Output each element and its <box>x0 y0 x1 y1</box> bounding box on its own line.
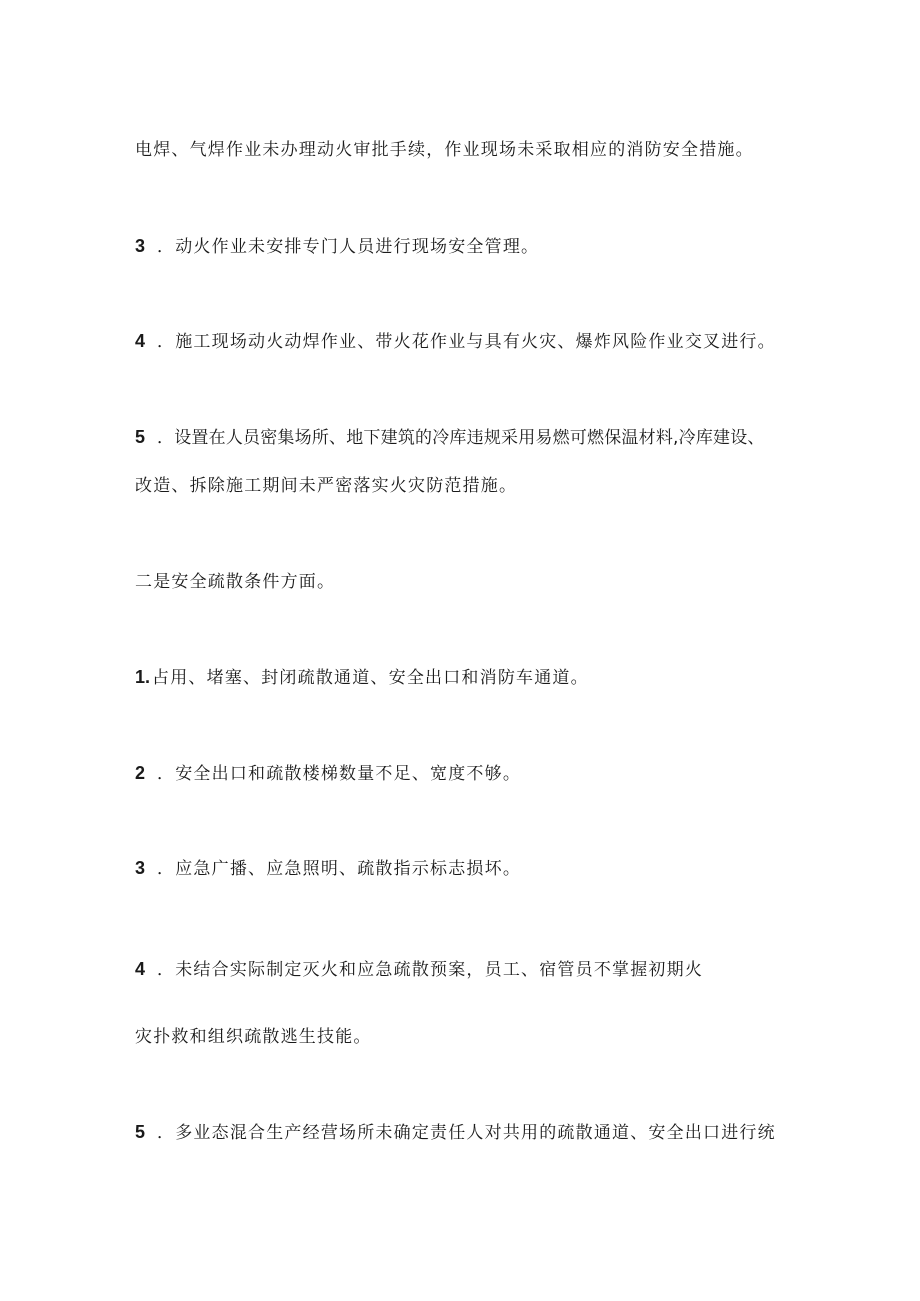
paragraph-text: ．未结合实际制定灭火和应急疏散预案，员工、宿管员不掌握初期火 <box>157 960 704 980</box>
paragraph-text: ．动火作业未安排专门人员进行现场安全管理。 <box>157 237 540 257</box>
item-number: 3 <box>135 858 146 878</box>
item-number: 1. <box>135 667 151 687</box>
item-number: 3 <box>135 236 146 256</box>
item-number: 4 <box>135 331 146 351</box>
paragraph-text: 改造、拆除施工期间未严密落实火灾防范措施。 <box>135 476 518 496</box>
item-number: 5 <box>135 1122 146 1142</box>
section-heading-evacuation <box>135 570 335 594</box>
paragraph-item-5-shared-exits <box>135 1120 776 1145</box>
paragraph-text: ．应急广播、应急照明、疏散指示标志损坏。 <box>157 859 522 879</box>
paragraph-item-1-blocked-exits <box>135 665 589 690</box>
item-number: 5 <box>135 427 146 447</box>
paragraph-text: ．设置在人员密集场所、地下建筑的冷库违规采用易燃可燃保温材料,冷库建设、 <box>157 428 765 448</box>
paragraph-text: ．安全出口和疏散楼梯数量不足、宽度不够。 <box>157 764 522 784</box>
paragraph-text: 电焊、气焊作业未办理动火审批手续，作业现场未采取相应的消防安全措施。 <box>135 140 754 160</box>
paragraph-item-4-emergency-plan <box>135 957 703 982</box>
paragraph-item-3-emergency-signs <box>135 856 521 881</box>
paragraph-text: 二是安全疏散条件方面。 <box>135 572 336 592</box>
paragraph-text: ．多业态混合生产经营场所未确定责任人对共用的疏散通道、安全出口进行统 <box>157 1123 776 1143</box>
item-number: 2 <box>135 763 146 783</box>
paragraph-continuation <box>135 1025 372 1049</box>
paragraph-continuation <box>135 474 517 498</box>
paragraph-item-5-cold-storage <box>135 425 765 450</box>
item-number: 4 <box>135 959 146 979</box>
paragraph-item-2-insufficient-exits <box>135 761 521 786</box>
paragraph-text: 灾扑救和组织疏散逃生技能。 <box>135 1027 372 1047</box>
paragraph-item-3-supervision <box>135 234 539 259</box>
paragraph-text: 占用、堵塞、封闭疏散通道、安全出口和消防车通道。 <box>152 668 589 688</box>
paragraph-hot-work-approval <box>135 138 754 162</box>
paragraph-item-4-cross-operation <box>135 329 776 354</box>
paragraph-text: ．施工现场动火动焊作业、带火花作业与具有火灾、爆炸风险作业交叉进行。 <box>157 332 776 352</box>
